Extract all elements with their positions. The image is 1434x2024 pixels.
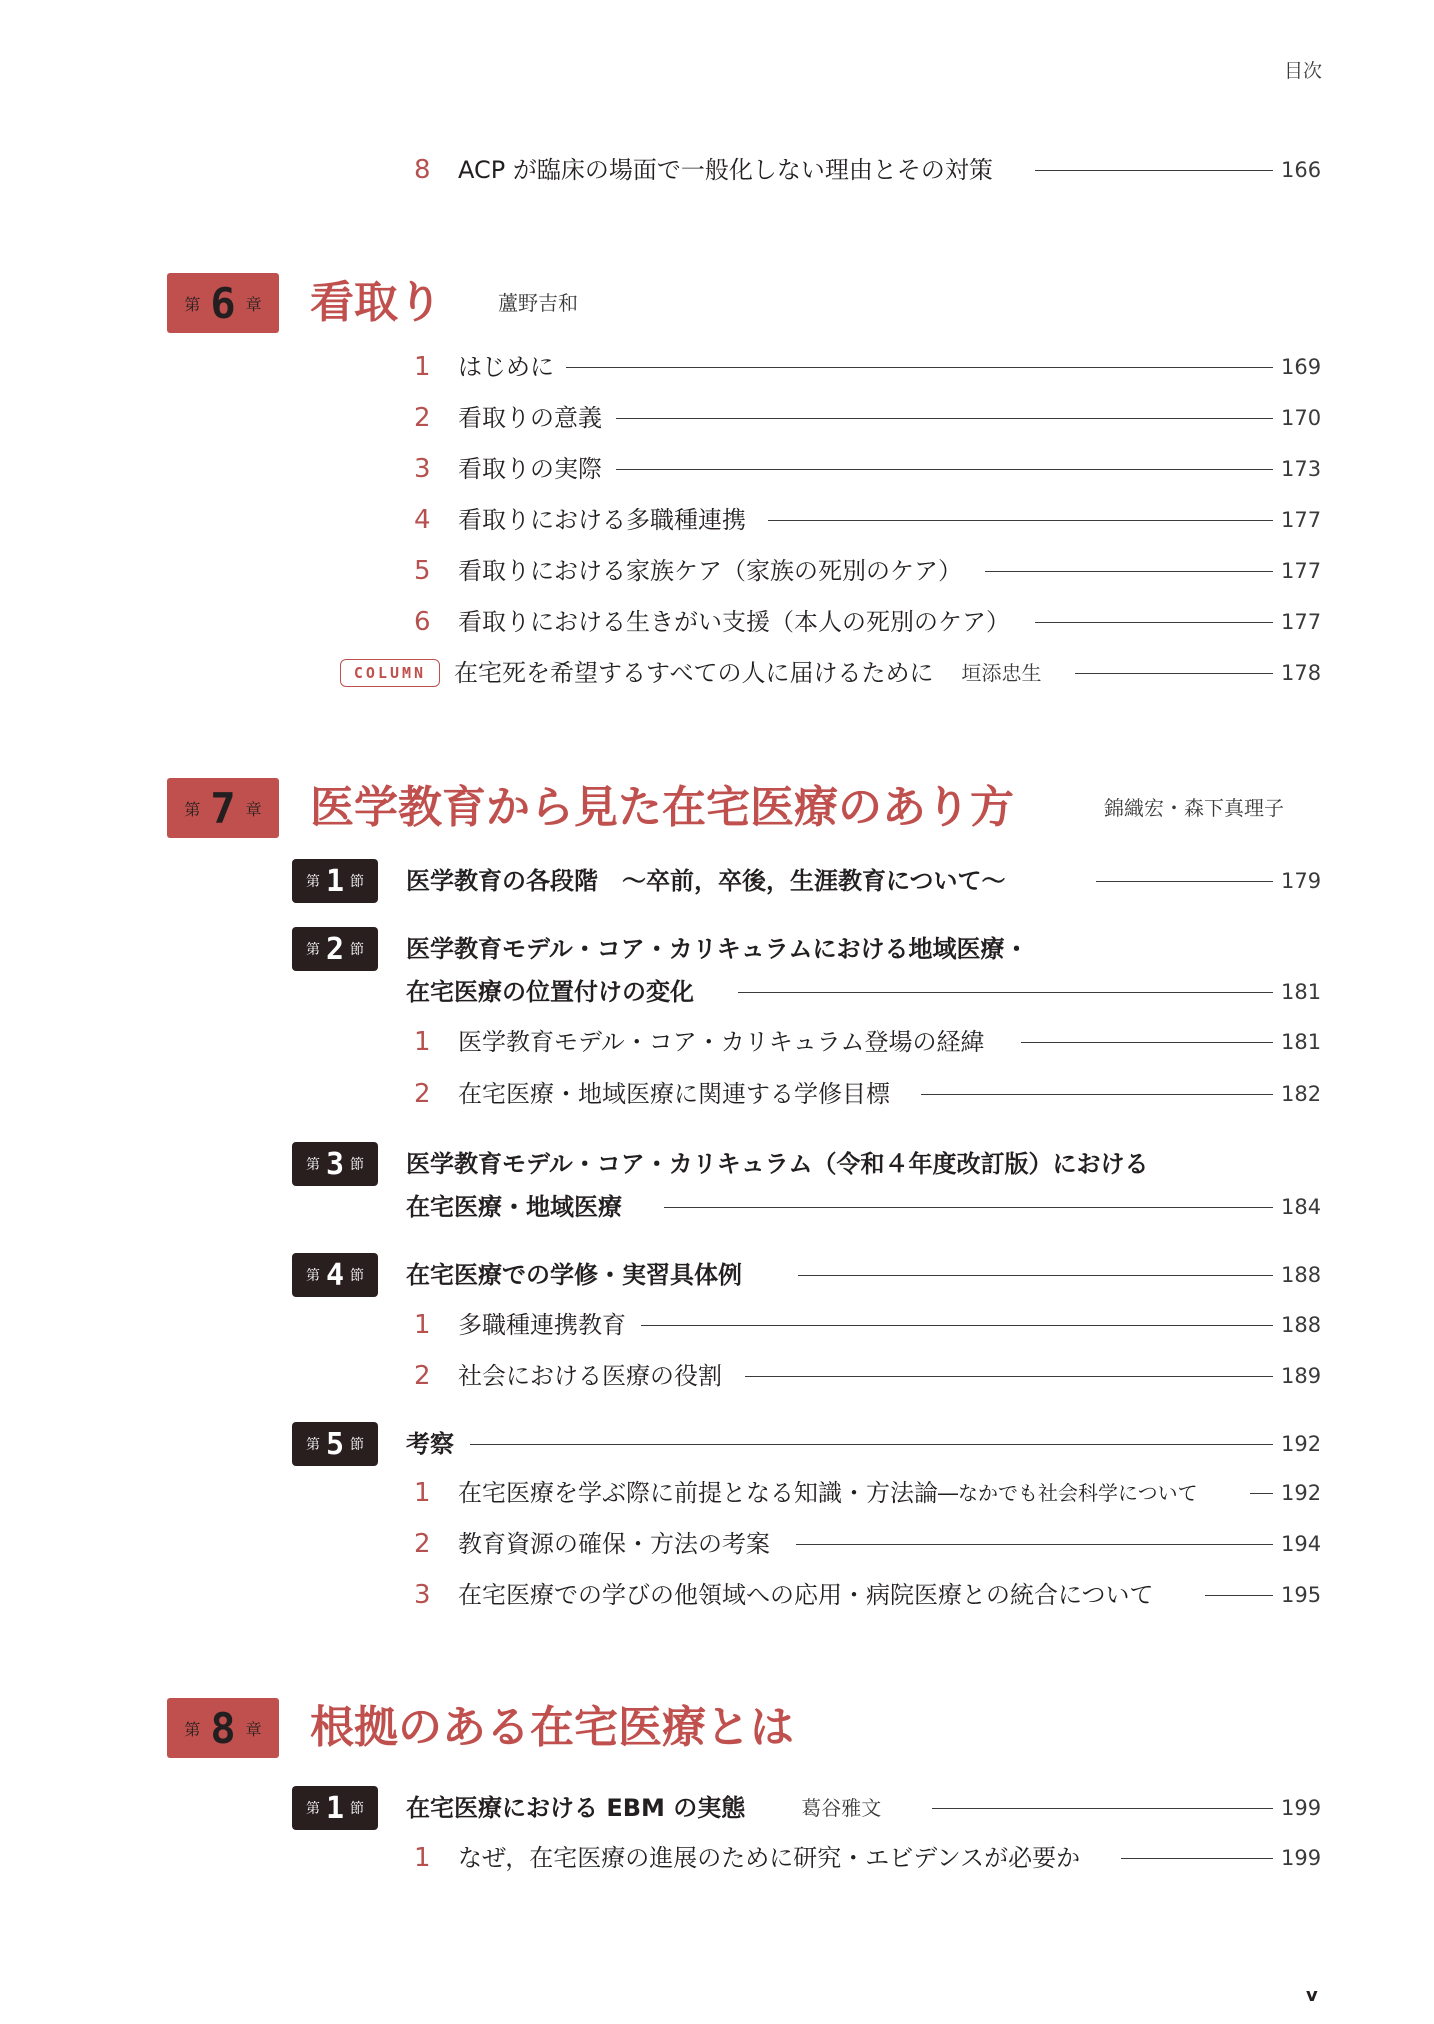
item-title: 看取りにおける多職種連携 [458,506,746,534]
toc-item[interactable] [0,398,1434,438]
item-page: 188 [1281,1313,1322,1337]
item-page: 199 [1281,1846,1322,1870]
item-page: 169 [1281,355,1322,379]
toc-item[interactable] [0,500,1434,540]
leader-line [616,469,1273,470]
section-title: 医学教育の各段階 ～卒前，卒後，生涯教育について～ [406,867,1006,895]
leader-line [745,1376,1273,1377]
chapter-badge [167,1698,279,1758]
leader-line [1035,170,1273,171]
item-page: 177 [1281,559,1322,583]
item-number: 3 [414,454,431,484]
chapter-suffix: 章 [245,294,262,314]
section-page: 199 [1281,1796,1322,1820]
leader-line [1250,1493,1273,1494]
section-page: 192 [1281,1432,1322,1456]
section-page: 181 [1281,980,1322,1004]
item-page: 195 [1281,1583,1322,1607]
section-prefix: 第 [305,942,320,958]
section-title-line1: 医学教育モデル・コア・カリキュラム（令和４年度改訂版）における [406,1150,1149,1178]
section-number: 5 [325,1426,345,1462]
section-title-line2: 在宅医療の位置付けの変化 [406,978,694,1006]
chapter-title[interactable]: 看取り [310,277,442,328]
chapter-badge [167,778,279,838]
leader-line [566,367,1273,368]
item-page: 189 [1281,1364,1322,1388]
item-title: 在宅医療・地域医療に関連する学修目標 [458,1080,890,1108]
section-number: 1 [325,863,345,899]
toc-item[interactable] [0,1074,1434,1114]
section-prefix: 第 [305,1157,320,1173]
chapter-badge [167,273,279,333]
column-author: 垣添忠生 [961,661,1042,685]
item-title: 多職種連携教育 [458,1311,626,1339]
leader-line [1021,1042,1273,1043]
item-number: 5 [414,556,431,586]
item-number: 1 [414,1027,431,1057]
item-title-text: 在宅医療を学ぶ際に前提となる知識・方法論 [458,1479,938,1507]
toc-item[interactable] [0,150,1434,190]
column-item[interactable] [0,653,1434,693]
toc-item[interactable] [0,1022,1434,1062]
header-label: 目次 [1284,60,1323,82]
section-page: 179 [1281,869,1322,893]
item-page: 194 [1281,1532,1322,1556]
leader-line [796,1544,1273,1545]
item-title: 看取りの実際 [458,455,602,483]
chapter-suffix: 章 [245,799,262,819]
chapter-number: 8 [210,1703,236,1753]
item-number: 2 [414,403,431,433]
section-title-row[interactable] [0,859,1434,903]
leader-line [1121,1858,1273,1859]
section-number: 2 [325,931,345,967]
item-page: 170 [1281,406,1322,430]
section-number: 3 [325,1146,345,1182]
section-prefix: 第 [305,1437,320,1453]
toc-item[interactable] [0,347,1434,387]
section-suffix: 節 [350,942,365,958]
section-prefix: 第 [305,874,320,890]
section-number: 1 [325,1790,345,1826]
item-title [458,1473,1198,1513]
chapter-prefix: 第 [184,294,201,314]
section-title-row[interactable] [0,1786,1434,1830]
chapter-prefix: 第 [184,1719,201,1739]
section-suffix: 節 [350,874,365,890]
column-badge: COLUMN [340,659,440,687]
item-number: 1 [414,1478,431,1508]
item-number: 1 [414,1310,431,1340]
chapter-number: 7 [210,783,236,833]
section-suffix: 節 [350,1801,365,1817]
chapter-title[interactable]: 根拠のある在宅医療とは [310,1702,794,1753]
toc-item[interactable] [0,602,1434,642]
chapter-title[interactable]: 医学教育から見た在宅医療のあり方 [310,782,1014,833]
leader-line [616,418,1273,419]
toc-item[interactable] [0,1524,1434,1564]
item-title: 社会における医療の役割 [458,1362,722,1390]
item-subtitle: ―なかでも社会科学について [938,1481,1198,1505]
leader-line [932,1808,1273,1809]
item-page: 177 [1281,610,1322,634]
section-title: 考察 [406,1430,454,1458]
column-title-text: 在宅死を希望するすべての人に届けるために [454,659,934,687]
section-title-row[interactable] [0,1422,1434,1466]
section-page: 188 [1281,1263,1322,1287]
item-number: 8 [414,155,431,185]
item-title: ACP が臨床の場面で一般化しない理由とその対策 [458,156,993,184]
section-title-row[interactable] [0,1253,1434,1297]
leader-line [1075,673,1273,674]
item-title: なぜ，在宅医療の進展のために研究・エビデンスが必要か [458,1844,1081,1872]
item-title: 教育資源の確保・方法の考案 [458,1530,770,1558]
item-number: 3 [414,1580,431,1610]
section-title-row[interactable] [0,1185,1434,1229]
section-suffix: 節 [350,1157,365,1173]
section-suffix: 節 [350,1437,365,1453]
section-title-text: 在宅医療における EBM の実態 [406,1794,746,1822]
section-prefix: 第 [305,1801,320,1817]
item-number: 1 [414,1843,431,1873]
chapter-prefix: 第 [184,799,201,819]
item-number: 4 [414,505,431,535]
chapter-suffix: 章 [245,1719,262,1739]
leader-line [798,1275,1273,1276]
item-number: 1 [414,352,431,382]
item-page: 166 [1281,158,1322,182]
leader-line [1205,1595,1273,1596]
section-title [406,1786,881,1830]
toc-item[interactable] [0,1575,1434,1615]
item-page: 177 [1281,508,1322,532]
item-page: 178 [1281,661,1322,685]
chapter-author: 錦織宏・森下真理子 [1104,796,1284,820]
section-prefix: 第 [305,1268,320,1284]
item-number: 2 [414,1079,431,1109]
item-title: 在宅医療での学びの他領域への応用・病院医療との統合について [458,1581,1154,1609]
leader-line [470,1444,1273,1445]
section-title-line2: 在宅医療・地域医療 [406,1193,622,1221]
leader-line [921,1094,1273,1095]
section-page: 184 [1281,1195,1322,1219]
leader-line [641,1325,1273,1326]
chapter-author: 蘆野吉和 [498,291,578,315]
toc-item[interactable] [0,449,1434,489]
toc-item[interactable] [0,1356,1434,1396]
item-number: 6 [414,607,431,637]
section-title-row[interactable] [0,1142,1434,1186]
leader-line [1035,622,1273,623]
toc-item[interactable] [0,1838,1434,1878]
item-title: はじめに [458,353,554,381]
page-number: v [1306,1985,1318,2006]
section-title-row[interactable] [0,927,1434,971]
column-title [454,653,1042,693]
section-title: 在宅医療での学修・実習具体例 [406,1261,742,1289]
toc-item[interactable] [0,551,1434,591]
section-suffix: 節 [350,1268,365,1284]
item-title: 医学教育モデル・コア・カリキュラム登場の経緯 [458,1028,985,1056]
section-title-row[interactable] [0,970,1434,1014]
item-page: 181 [1281,1030,1322,1054]
item-number: 2 [414,1361,431,1391]
leader-line [768,520,1273,521]
chapter-number: 6 [210,278,236,328]
leader-line [1096,881,1273,882]
item-page: 173 [1281,457,1322,481]
toc-item[interactable] [0,1305,1434,1345]
item-page: 182 [1281,1082,1322,1106]
item-page: 192 [1281,1481,1322,1505]
toc-item[interactable] [0,1473,1434,1513]
leader-line [738,992,1273,993]
leader-line [985,571,1273,572]
item-title: 看取りにおける生きがい支援（本人の死別のケア） [458,608,1010,636]
section-title-line1: 医学教育モデル・コア・カリキュラムにおける地域医療・ [406,935,1029,963]
section-number: 4 [325,1257,345,1293]
section-author: 葛谷雅文 [801,1796,882,1820]
leader-line [664,1207,1273,1208]
item-title: 看取りにおける家族ケア（家族の死別のケア） [458,557,962,585]
item-number: 2 [414,1529,431,1559]
item-title: 看取りの意義 [458,404,602,432]
